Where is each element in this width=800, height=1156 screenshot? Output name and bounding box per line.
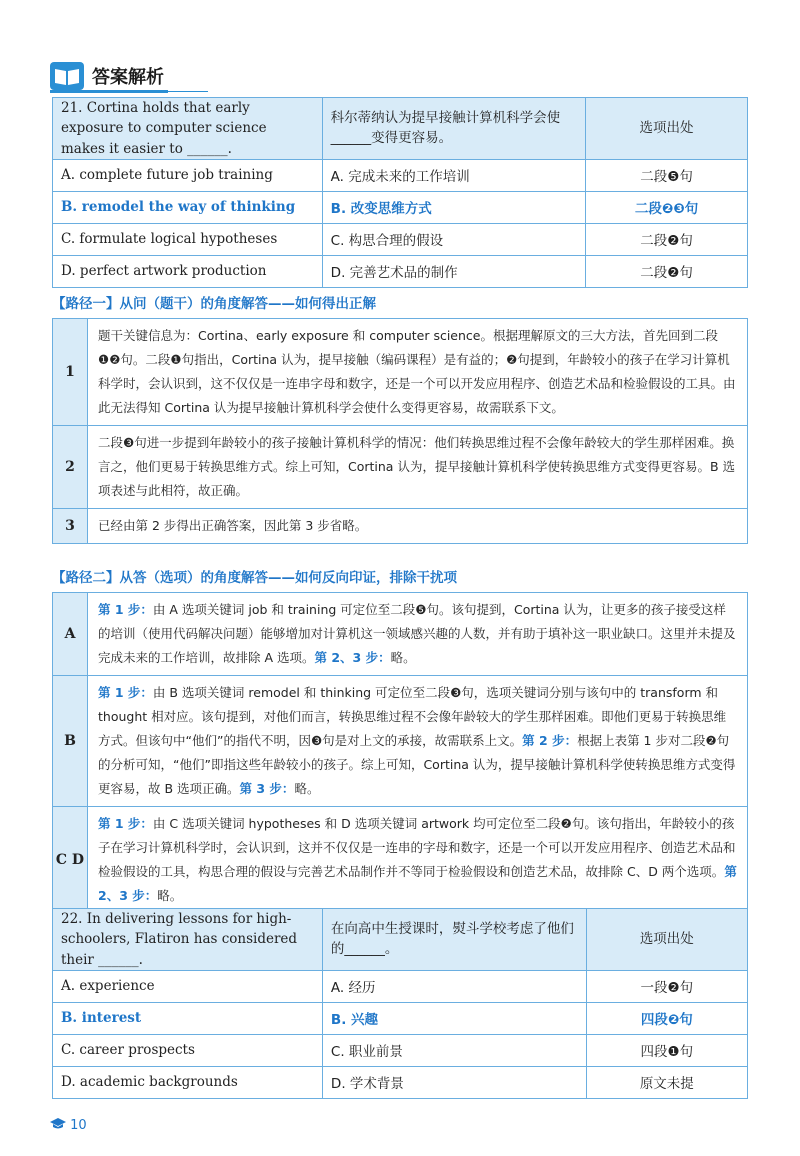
analysis-text: 略。 [157, 888, 183, 903]
option-label: A [53, 593, 88, 676]
analysis-text: 根据上表第 1 步对二段❷句的分析可知，“他们”即指这些年龄较小的孩子。综上可知，Cortina 认为，提早接触计算机科学使转换思维方式变得更容易，故 B 选项正确。 [98, 733, 736, 796]
option-en: C. career prospects [53, 1034, 323, 1066]
table-row [53, 970, 748, 1002]
q21-options-table [52, 97, 748, 288]
step-number: 2 [53, 426, 88, 509]
option-zh: A. 经历 [322, 970, 586, 1002]
step-label: 第 1 步： [98, 685, 153, 700]
option-en: D. perfect artwork production [53, 255, 323, 287]
option-en: D. academic backgrounds [53, 1066, 323, 1098]
route1-steps-table [52, 318, 748, 544]
option-zh: B. 改变思维方式 [322, 191, 585, 223]
option-analysis [88, 593, 748, 676]
page-footer [50, 1118, 87, 1133]
table-row [53, 255, 748, 287]
step-text: 二段❸句进一步提到年龄较小的孩子接触计算机科学的情况：他们转换思维过程不会像年龄较大的学生那样困难。换言之，他们更易于转换思维方式。综上可知，Cortina 认为，提早接触计算机科学使转换思维方式变得更容易。B 选项表述与此相符，故正确。 [88, 426, 748, 509]
table-row [53, 1066, 748, 1098]
header-underline [50, 90, 168, 93]
option-en: B. interest [53, 1002, 323, 1034]
route2-options-table [52, 592, 748, 914]
section-header [50, 60, 750, 92]
step-row [53, 426, 748, 509]
route2-title: 【路径二】从答（选项）的角度解答——如何反向印证，排除干扰项 [52, 570, 457, 586]
q21-question-zh: 科尔蒂纳认为提早接触计算机科学会使______变得更容易。 [322, 98, 585, 160]
table-header-row [53, 98, 748, 160]
graduation-cap-icon [50, 1118, 70, 1133]
option-source: 二段❷❸句 [586, 191, 748, 223]
option-en: A. experience [53, 970, 323, 1002]
book-icon [50, 62, 84, 90]
analysis-text: 由 B 选项关键词 remodel 和 thinking 可定位至二段❸句，选项关键词分别与该句中的 transform 和 thought 相对应。该句提到，对他们而言，转换思维过程不会像年龄较大的学生那样困难。即他们更易于转换思维方式。但该句中“他们”的指代不明，因❸句是对上文的承接，故需联系上文。 [98, 685, 727, 748]
option-analysis [88, 807, 748, 914]
source-header: 选项出处 [586, 909, 747, 971]
option-source: 四段❷句 [586, 1002, 747, 1034]
analysis-text: 略。 [294, 781, 320, 796]
table-header-row [53, 909, 748, 971]
option-source: 二段❷句 [586, 255, 748, 287]
step-label: 第 2 步： [522, 733, 578, 748]
table-row [53, 1034, 748, 1066]
step-label: 第 2、3 步： [98, 864, 737, 903]
option-source: 二段❷句 [586, 223, 748, 255]
option-en: C. formulate logical hypotheses [53, 223, 323, 255]
step-number: 1 [53, 319, 88, 426]
option-zh: D. 完善艺术品的制作 [322, 255, 585, 287]
analysis-text: 由 C 选项关键词 hypotheses 和 D 选项关键词 artwork 均可定位至二段❷句。该句指出，年龄较小的孩子在学习计算机科学时，会认识到，这并不仅仅是一连串的字母和数字，还是一个可以开发应用程序、创造艺术品和检验假设的工具，构思合理的假设与完善艺术品制作并不等同于检验假设和创造艺术品，故排除 C、D 两个选项。 [98, 816, 736, 879]
step-text: 题干关键信息为：Cortina、early exposure 和 computer science。根据理解原文的三大方法，首先回到二段❶❷句。二段❶句指出，Cortina 认为，提早接触（编码课程）是有益的；❷句提到，年龄较小的孩子在学习计算机科学时，会认识到，这不仅仅是一连串字母和数字，还是一个可以开发应用程序、创造艺术品和检验假设的工具。由此无法得知 Cortina 认为提早接触计算机科学会使什么变得更容易，故需联系下文。 [88, 319, 748, 426]
page-number: 10 [70, 1118, 87, 1133]
option-zh: D. 学术背景 [322, 1066, 586, 1098]
option-source: 原文未提 [586, 1066, 747, 1098]
header-underline-thin [168, 91, 208, 92]
option-source: 二段❺句 [586, 159, 748, 191]
table-row [53, 159, 748, 191]
table-row-correct [53, 1002, 748, 1034]
q22-question-en: 22. In delivering lessons for high-schoolers, Flatiron has considered their ______. [53, 909, 323, 971]
q21-question-en: 21. Cortina holds that early exposure to computer science makes it easier to ______. [53, 98, 323, 160]
source-header: 选项出处 [586, 98, 748, 160]
option-label: C D [53, 807, 88, 914]
option-analysis-row [53, 676, 748, 807]
option-analysis-row [53, 593, 748, 676]
q22-options-table [52, 908, 748, 1099]
table-row-correct [53, 191, 748, 223]
option-zh: A. 完成未来的工作培训 [322, 159, 585, 191]
step-label: 第 1 步： [98, 602, 153, 617]
step-row [53, 319, 748, 426]
step-row [53, 509, 748, 544]
analysis-text: 略。 [390, 650, 416, 665]
step-label: 第 1 步： [98, 816, 153, 831]
option-zh: C. 构思合理的假设 [322, 223, 585, 255]
step-text: 已经由第 2 步得出正确答案，因此第 3 步省略。 [88, 509, 748, 544]
option-source: 四段❶句 [586, 1034, 747, 1066]
option-label: B [53, 676, 88, 807]
option-zh: C. 职业前景 [322, 1034, 586, 1066]
option-en: B. remodel the way of thinking [53, 191, 323, 223]
option-analysis-row [53, 807, 748, 914]
analysis-text: 由 A 选项关键词 job 和 training 可定位至二段❺句。该句提到，Cortina 认为，让更多的孩子接受这样的培训（使用代码解决问题）能够增加对计算机这一领域感兴趣的人数，并有助于填补这一职业缺口。这里并未提及完成未来的工作培训，故排除 A 选项。 [98, 602, 736, 665]
option-zh: B. 兴趣 [322, 1002, 586, 1034]
option-analysis [88, 676, 748, 807]
option-source: 一段❷句 [586, 970, 747, 1002]
option-en: A. complete future job training [53, 159, 323, 191]
route1-title: 【路径一】从问（题干）的角度解答——如何得出正解 [52, 296, 376, 312]
step-label: 第 3 步： [239, 781, 295, 796]
table-row [53, 223, 748, 255]
header-title: 答案解析 [92, 67, 164, 88]
step-label: 第 2、3 步： [314, 650, 391, 665]
step-number: 3 [53, 509, 88, 544]
q22-question-zh: 在向高中生授课时，熨斗学校考虑了他们的______。 [322, 909, 586, 971]
